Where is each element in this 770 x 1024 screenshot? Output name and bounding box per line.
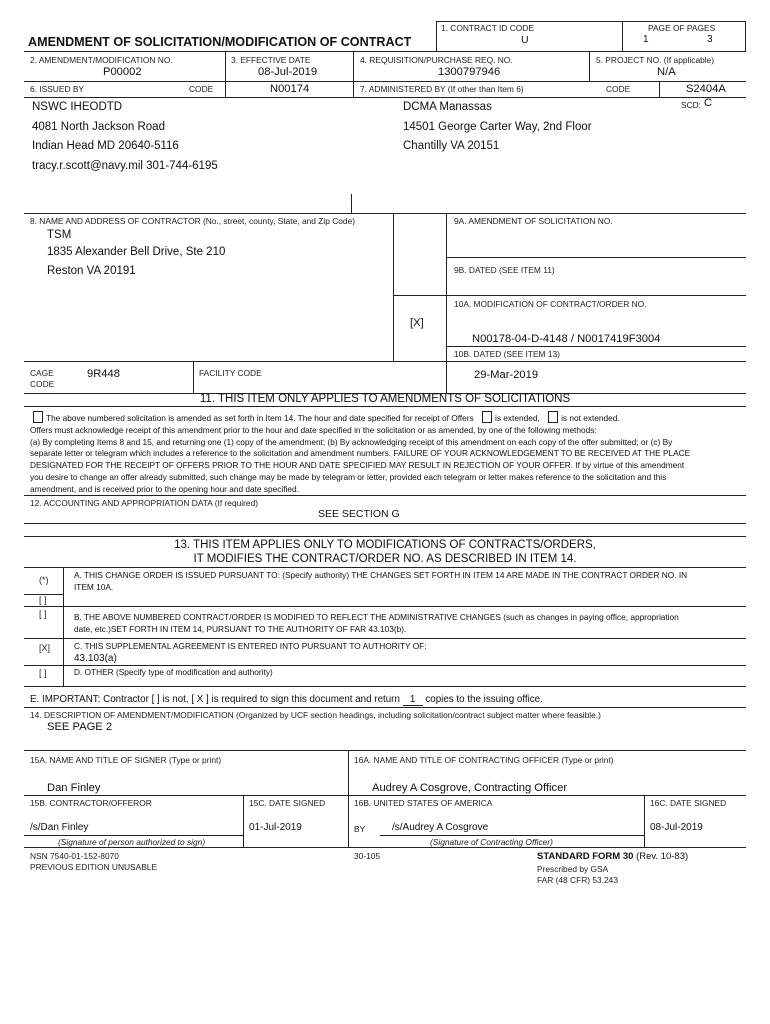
item-15b-caption: (Signature of person authorized to sign)	[58, 837, 206, 847]
item-11-text-a: The above numbered solicitation is amended as set forth in Item 14. The hour and date specified for receipt of Offers	[46, 413, 474, 423]
admin-street: 14501 George Carter Way, 2nd Floor	[403, 121, 592, 133]
item-e-copies: 1	[403, 694, 423, 706]
admin-name: DCMA Manassas	[403, 101, 492, 113]
item-16a-label: 16A. NAME AND TITLE OF CONTRACTING OFFICER (Type or print)	[354, 755, 614, 765]
contract-id-value: U	[521, 34, 529, 46]
cage-value: 9R448	[87, 368, 120, 380]
item-13-a-line-1: A. THIS CHANGE ORDER IS ISSUED PURSUANT TO: (Specify authority) THE CHANGES SET FORTH IN ITEM 14 ARE MADE IN THE CONTRACT ORDER NO. IN	[74, 570, 688, 580]
item-13-a-checkbox[interactable]: [ ]	[39, 595, 47, 605]
scd-value: C	[704, 97, 713, 109]
footer-sf	[537, 851, 688, 862]
issuer-street: 4081 North Jackson Road	[32, 121, 165, 133]
item-14-label: 14. DESCRIPTION OF AMENDMENT/MODIFICATION (Organized by UCF section headings, including solicitation/contract subject matter where feasible.)	[30, 710, 601, 720]
item-10b-value: 29-Mar-2019	[474, 369, 539, 381]
item-15b-signature: /s/Dan Finley	[30, 822, 89, 833]
item-13-title-2: IT MODIFIES THE CONTRACT/ORDER NO. AS DESCRIBED IN ITEM 14.	[193, 553, 577, 565]
project-no-label: 5. PROJECT NO. (If applicable)	[596, 55, 715, 65]
contractor-name: TSM	[47, 229, 72, 241]
item-16b-by: BY	[354, 824, 366, 834]
footer-nsn: NSN 7540-01-152-8070	[30, 851, 119, 861]
cage-label: CAGE	[30, 368, 54, 378]
footer-code: 30-105	[354, 851, 381, 861]
item-15c-value: 01-Jul-2019	[249, 822, 302, 833]
issued-code-label: CODE	[189, 84, 214, 94]
item-13-a-line-2: ITEM 10A.	[74, 582, 114, 592]
effective-date-label: 3. EFFECTIVE DATE	[231, 55, 311, 65]
total-pages: 3	[707, 34, 713, 45]
amendment-no-label: 2. AMENDMENT/MODIFICATION NO.	[30, 55, 173, 65]
item-11-para-3: separate letter or telegram which includes a reference to the solicitation and amendment numbers. FAILURE OF YOUR ACKNOWLEDGEMENT TO BE RECEIVED AT THE PLACE	[30, 448, 691, 458]
administered-by-label: 7. ADMINISTERED BY (If other than Item 6)	[360, 84, 524, 94]
item-e-text-b: copies to the issuing office.	[425, 694, 543, 705]
item-13-c-line-1: C. THIS SUPPLEMENTAL AGREEMENT IS ENTERED INTO PURSUANT TO AUTHORITY OF:	[74, 641, 427, 651]
item-11-text-b: is extended,	[495, 413, 540, 423]
item-15a-label: 15A. NAME AND TITLE OF SIGNER (Type or print)	[30, 755, 222, 765]
issuer-name: NSWC IHEODTD	[32, 101, 123, 113]
form-title: AMENDMENT OF SOLICITATION/MODIFICATION OF CONTRACT	[28, 35, 412, 49]
issued-code-value: N00174	[270, 83, 310, 95]
contractor-label: 8. NAME AND ADDRESS OF CONTRACTOR (No., street, county, State, and Zip Code)	[30, 216, 356, 226]
contract-id-label: 1. CONTRACT ID CODE	[441, 23, 534, 33]
contractor-street: 1835 Alexander Bell Drive, Ste 210	[47, 246, 226, 258]
item-15a-value: Dan Finley	[47, 782, 101, 794]
item-9a-label: 9A. AMENDMENT OF SOLICITATION NO.	[454, 216, 613, 226]
footer-prev: PREVIOUS EDITION UNUSABLE	[30, 862, 158, 872]
footer-prescribed: Prescribed by GSA	[537, 864, 609, 874]
cage-label-2: CODE	[30, 379, 55, 389]
item-11-text-c: is not extended.	[561, 413, 620, 423]
not-extended-checkbox[interactable]	[548, 411, 558, 423]
item-13-b-line-2: date, etc.)SET FORTH IN ITEM 14, PURSUANT TO THE AUTHORITY OF FAR 43.103(b).	[74, 624, 407, 634]
item-e-text-a: E. IMPORTANT: Contractor [ ] is not, [ X ] is required to sign this document and return	[30, 694, 400, 705]
facility-code-label: FACILITY CODE	[199, 368, 262, 378]
item-11-para-6: amendment, and is received prior to the opening hour and date specified.	[30, 484, 299, 494]
item-13-c-checkbox[interactable]: [X]	[39, 643, 51, 653]
contractor-city: Reston VA 20191	[47, 265, 136, 277]
item-13-c-authority: 43.103(a)	[74, 653, 117, 664]
footer-sf-rev: (Rev. 10-83)	[636, 851, 689, 862]
item-9b-label: 9B. DATED (SEE ITEM 11)	[454, 265, 555, 275]
item-15b-label: 15B. CONTRACTOR/OFFEROR	[30, 798, 152, 808]
footer-sf-bold: STANDARD FORM 30	[537, 851, 634, 862]
page-number: 1	[643, 34, 649, 45]
item-10a-label: 10A. MODIFICATION OF CONTRACT/ORDER NO.	[454, 299, 647, 309]
issued-by-label: 6. ISSUED BY	[30, 84, 84, 94]
page-of-pages-label: PAGE OF PAGES	[648, 23, 716, 33]
item-10b-label: 10B. DATED (SEE ITEM 13)	[454, 349, 560, 359]
issuer-city: Indian Head MD 20640-5116	[32, 140, 179, 152]
project-no-value: N/A	[657, 66, 676, 78]
item-12-value: SEE SECTION G	[318, 508, 400, 520]
extended-checkbox[interactable]	[482, 411, 492, 423]
item-16b-signature: /s/Audrey A Cosgrove	[392, 822, 489, 833]
item-16c-value: 08-Jul-2019	[650, 822, 703, 833]
admin-code-value: S2404A	[686, 83, 726, 95]
item-12-label: 12. ACCOUNTING AND APPROPRIATION DATA (If required)	[30, 498, 259, 508]
item-16c-label: 16C. DATE SIGNED	[650, 798, 727, 808]
item-10a-checkbox[interactable]: [X]	[410, 317, 424, 329]
scd-label: SCD:	[681, 100, 702, 110]
admin-code-label: CODE	[606, 84, 631, 94]
requisition-value: 1300797946	[438, 66, 501, 78]
issuer-contact: tracy.r.scott@navy.mil 301-744-6195	[32, 160, 218, 172]
item-13-b-line-1: B. THE ABOVE NUMBERED CONTRACT/ORDER IS MODIFIED TO REFLECT THE ADMINISTRATIVE CHANGES (such as changes in paying office, appropriation	[74, 612, 679, 622]
item-11-title: 11. THIS ITEM ONLY APPLIES TO AMENDMENTS OF SOLICITATIONS	[199, 393, 571, 405]
item-13-b-checkbox[interactable]: [ ]	[39, 609, 47, 619]
item-11-line1	[30, 411, 620, 424]
item-11-para-1: Offers must acknowledge receipt of this amendment prior to the hour and date specified in the solicitation or as amended, by one of the following methods:	[30, 425, 597, 435]
requisition-label: 4. REQUISITION/PURCHASE REQ. NO.	[360, 55, 513, 65]
item-16b-label: 16B. UNITED STATES OF AMERICA	[354, 798, 493, 808]
item-e-line	[30, 694, 543, 706]
effective-date-value: 08-Jul-2019	[258, 66, 318, 78]
item-16a-value: Audrey A Cosgrove, Contracting Officer	[372, 782, 568, 794]
item-11-para-4: DESIGNATED FOR THE RECEIPT OF OFFERS PRIOR TO THE HOUR AND DATE SPECIFIED MAY RESULT IN REJECTION OF YOUR OFFER. If by virtue of this amendment	[30, 460, 685, 470]
item-13-d-line-1: D. OTHER (Specify type of modification and authority)	[74, 667, 273, 677]
item-13-title-1: 13. THIS ITEM APPLIES ONLY TO MODIFICATIONS OF CONTRACTS/ORDERS,	[174, 539, 596, 551]
item-11-para-2: (a) By completing Items 8 and 15, and returning one (1) copy of the amendment; (b) By acknowledging receipt of this amendment on each copy of the offer submitted; or (c) By	[30, 437, 673, 447]
item-13-d-checkbox[interactable]: [ ]	[39, 668, 47, 678]
item-15c-label: 15C. DATE SIGNED	[249, 798, 326, 808]
item-10a-value: N00178-04-D-4148 / N0017419F3004	[472, 333, 661, 345]
offers-checkbox[interactable]	[33, 411, 43, 423]
admin-city: Chantilly VA 20151	[403, 140, 500, 152]
item-13-star: (*)	[39, 575, 49, 585]
item-14-value: SEE PAGE 2	[47, 721, 113, 733]
item-16b-caption: (Signature of Contracting Officer)	[430, 837, 553, 847]
amendment-no-value: P00002	[103, 66, 142, 78]
footer-far: FAR (48 CFR) 53.243	[537, 875, 618, 885]
item-11-para-5: you desire to change an offer already submitted, such change may be made by telegram or letter, provided each telegram or letter makes reference to the solicitation and this	[30, 472, 667, 482]
